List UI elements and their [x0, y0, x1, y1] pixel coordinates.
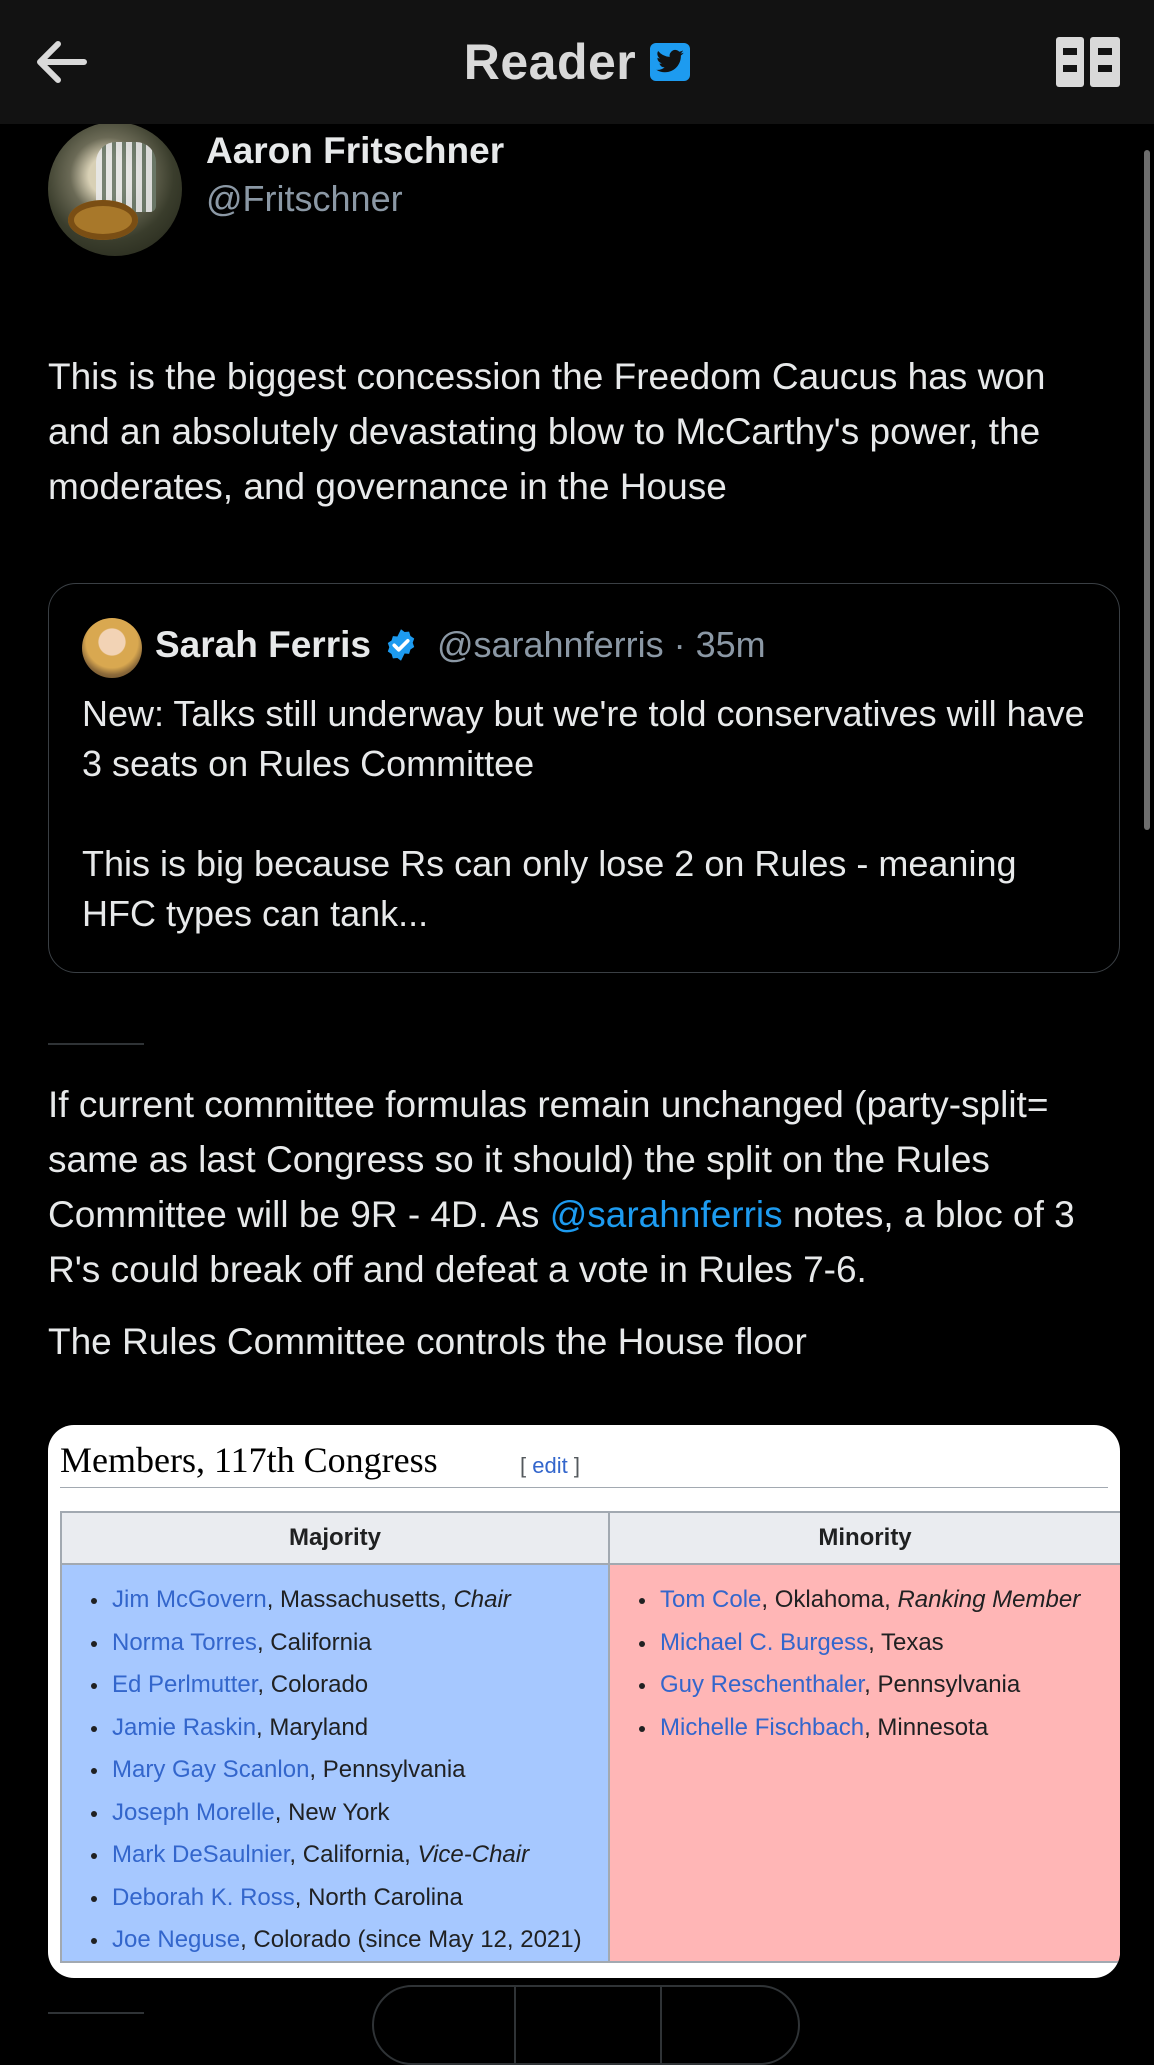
list-item	[62, 1579, 608, 1622]
quote-text-1: New: Talks still underway but we're told conservatives will have 3 seats on Rules Committee	[82, 693, 1085, 784]
list-item	[62, 1664, 608, 1707]
avatar[interactable]	[82, 618, 142, 678]
members-table	[60, 1511, 1120, 1963]
list-item	[62, 1834, 608, 1877]
tweet-text-part: notes, a bloc of 3 R's could break off and defeat a vote in Rules 7-6.	[48, 1194, 1075, 1290]
list-item	[610, 1664, 1120, 1707]
list-item	[610, 1707, 1120, 1750]
member-state: , Pennsylvania	[864, 1671, 1021, 1698]
member-name-link[interactable]: Deborah K. Ross	[112, 1883, 295, 1911]
avatar[interactable]	[48, 122, 182, 256]
member-name-link[interactable]: Ed Perlmutter	[112, 1671, 258, 1698]
page-title: Reader	[463, 34, 637, 90]
member-state: , Colorado (since May 12, 2021)	[240, 1926, 582, 1953]
member-role: Vice-Chair	[417, 1841, 530, 1868]
member-role: Ranking Member	[897, 1586, 1081, 1613]
quote-text-2: This is big because Rs can only lose 2 on Rules - meaning HFC types can tank...	[82, 843, 1017, 934]
list-item	[62, 1792, 608, 1835]
tweet-image[interactable]	[48, 1425, 1120, 1978]
member-name-link[interactable]: Norma Torres	[112, 1628, 257, 1656]
action-bar[interactable]	[372, 1985, 800, 2065]
member-name-link[interactable]: Michelle Fischbach	[660, 1713, 865, 1741]
verified-badge-icon	[383, 627, 419, 663]
member-state: , Oklahoma,	[761, 1586, 898, 1613]
list-item	[62, 1877, 608, 1920]
member-name-link[interactable]: Jim McGovern	[112, 1586, 267, 1613]
mention-link[interactable]: @sarahnferris	[549, 1194, 783, 1235]
tweet-text-part: If current committee formulas remain unchanged (party-split= same as last Congress so it should) the split on the Rules Committee will be 9R - 4D. As	[48, 1084, 1049, 1235]
member-name-link[interactable]: Tom Cole	[660, 1586, 762, 1613]
minority-list	[610, 1565, 1120, 1749]
quote-author-name[interactable]: Sarah Ferris	[155, 624, 371, 665]
quote-handle-time: @sarahnferris · 35m	[436, 624, 766, 665]
list-item	[62, 1919, 608, 1962]
member-state: , Texas	[868, 1628, 944, 1656]
member-name-link[interactable]: Mary Gay Scanlon	[112, 1756, 310, 1783]
member-name-link[interactable]: Jamie Raskin	[112, 1713, 257, 1741]
member-state: , Pennsylvania	[309, 1756, 466, 1783]
majority-column	[62, 1513, 610, 1961]
majority-list	[62, 1565, 608, 1962]
list-item	[62, 1622, 608, 1665]
member-state: , Massachusetts,	[266, 1586, 454, 1613]
header-title-group	[0, 30, 1154, 94]
quote-tweet[interactable]	[48, 583, 1120, 973]
member-role: Chair	[453, 1586, 511, 1613]
member-state: , California,	[289, 1841, 418, 1868]
twitter-bird-icon	[650, 43, 690, 81]
thread-divider	[48, 1043, 144, 1045]
scrollbar[interactable]	[1144, 150, 1150, 830]
book-icon	[1054, 34, 1122, 90]
list-item	[62, 1707, 608, 1750]
reader-view-button[interactable]	[1054, 34, 1122, 90]
thread-divider	[48, 2012, 144, 2014]
tweet-text: The Rules Committee controls the House floor	[48, 1321, 807, 1362]
member-name-link[interactable]: Michael C. Burgess	[660, 1628, 869, 1656]
wiki-edit-link: [ edit ]	[520, 1453, 580, 1478]
member-name-link[interactable]: Joe Neguse	[112, 1926, 241, 1953]
quote-body	[82, 689, 1092, 939]
list-item	[610, 1579, 1120, 1622]
minority-column	[610, 1513, 1120, 1961]
minority-header: Minority	[610, 1513, 1120, 1565]
reader-header	[0, 0, 1154, 124]
author-handle[interactable]: @Fritschner	[206, 178, 403, 219]
list-item	[62, 1749, 608, 1792]
member-name-link[interactable]: Joseph Morelle	[112, 1798, 275, 1826]
quote-header	[155, 624, 766, 666]
tweet-author[interactable]	[48, 110, 748, 240]
list-item	[610, 1622, 1120, 1665]
tweet-text	[48, 1077, 1114, 1297]
member-name-link[interactable]: Mark DeSaulnier	[112, 1841, 290, 1868]
wiki-heading	[60, 1439, 1108, 1488]
majority-header: Majority	[62, 1513, 608, 1565]
member-state: , Maryland	[256, 1713, 369, 1741]
member-state: , California	[256, 1628, 372, 1656]
member-state: , North Carolina	[294, 1883, 463, 1911]
member-state: , Colorado	[257, 1671, 369, 1698]
wiki-title: Members, 117th Congress	[60, 1440, 438, 1480]
author-name[interactable]: Aaron Fritschner	[206, 130, 505, 171]
member-name-link[interactable]: Guy Reschenthaler	[660, 1671, 865, 1698]
tweet-text: This is the biggest concession the Freedom Caucus has won and an absolutely devastating blow to McCarthy's power, the moderates, and governance in the House	[48, 356, 1046, 507]
member-state: , Minnesota	[864, 1713, 989, 1741]
member-state: , New York	[274, 1798, 390, 1826]
